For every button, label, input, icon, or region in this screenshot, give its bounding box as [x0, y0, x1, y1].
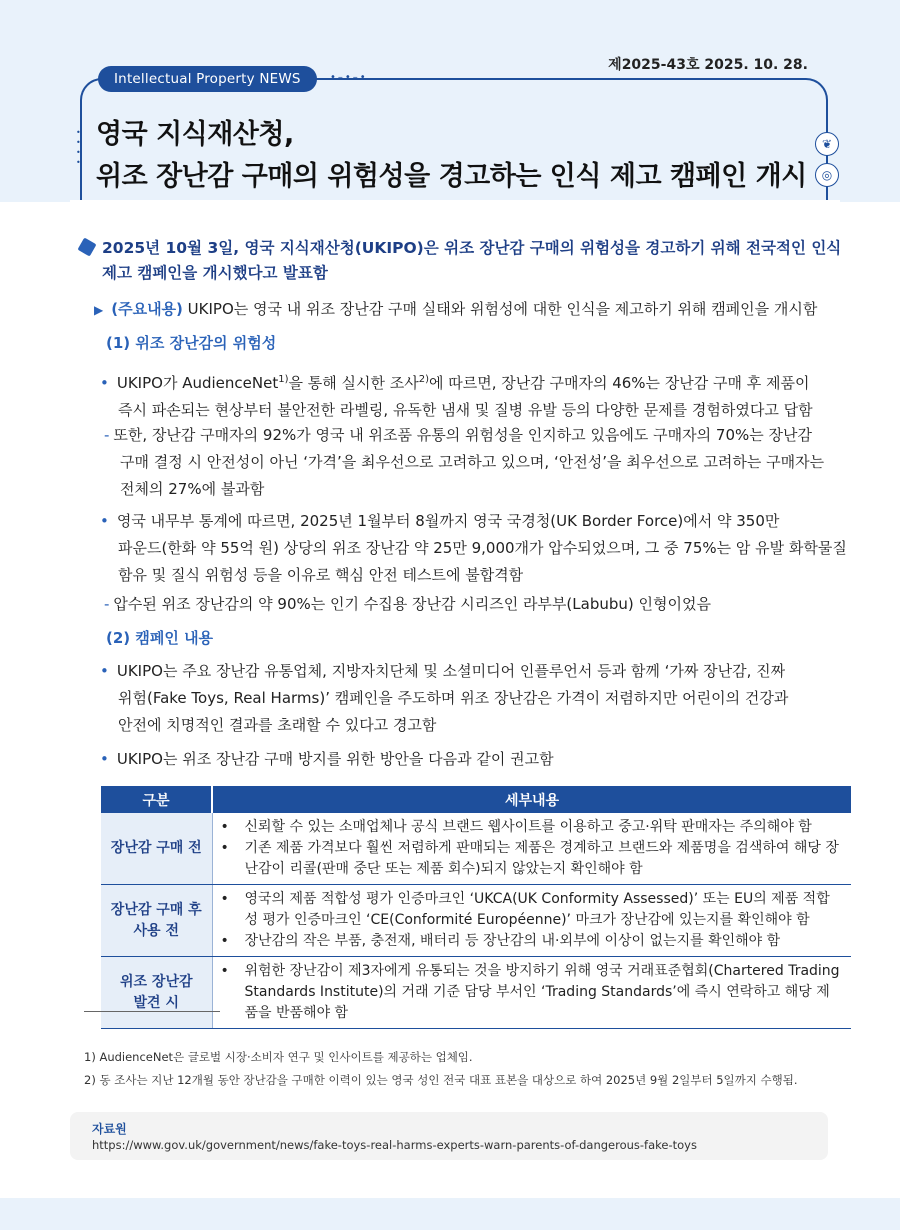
leaf-icon: ❦	[815, 132, 839, 156]
text-span: 안전에 치명적인 결과를 초래할 수 있다고 경고함	[118, 716, 437, 734]
item-text: 장난감의 작은 부품, 충전재, 배터리 등 장난감의 내·외부에 이상이 없는지를 확인해야 함	[244, 933, 781, 949]
footer-band	[0, 1198, 900, 1230]
summary-label: (주요내용)	[111, 300, 183, 318]
lead-text: 2025년 10월 3일, 영국 지식재산청(UKIPO)은 위조 장난감 구매의 위험성을 경고하기 위해 전국적인 인식 제고 캠페인을 개시했다고 발표함	[102, 239, 842, 282]
item-text: 위험한 장난감이 제3자에게 유통되는 것을 방지하기 위해 영국 거래표준협회(Chartered Trading Standards Institute)의 거래 기준 담당 부서인 ‘Trading Standards’에 즉시 연락하고 해당 제품을 반품해야 함	[244, 963, 840, 1021]
list-item	[221, 931, 844, 952]
list-item	[221, 961, 844, 1024]
page-title	[96, 114, 807, 198]
text-span: 전체의 27%에 불과함	[120, 480, 265, 498]
text-span: 구매 결정 시 안전성이 아닌 ‘가격’을 최우선으로 고려하고 있으며, ‘안전성’을 최우선으로 고려하는 구매자는	[120, 453, 825, 471]
source-label: 자료원	[92, 1122, 127, 1136]
footnote-1: 1) AudienceNet은 글로벌 시장·소비자 연구 및 인사이트를 제공하는 업체임.	[84, 1050, 473, 1064]
footnote-ref-2: 2)	[418, 374, 429, 385]
text-span: 함유 및 질식 위험성 등을 이유로 핵심 안전 테스트에 불합격함	[118, 566, 524, 584]
dot-bullet-icon: •	[220, 891, 229, 907]
item-text: 신뢰할 수 있는 소매업체나 공식 브랜드 웹사이트를 이용하고 중고·위탁 판매자는 주의해야 함	[244, 819, 812, 835]
text-span: 영국 내무부 통계에 따르면, 2025년 1월부터 8월까지 영국 국경청(UK Border Force)에서 약 350만	[116, 512, 780, 530]
text-span: 에 따르면, 장난감 구매자의 46%는 장난감 구매 후 제품이	[428, 374, 810, 392]
text-span: 즉시 파손되는 현상부터 불안전한 라벨링, 유독한 냄새 및 질병 유발 등의 다양한 문제를 경험하였다고 답함	[118, 401, 813, 419]
dot-bullet-icon: •	[100, 662, 109, 680]
section2-bullet-2	[100, 746, 850, 773]
section2-bullet-1	[100, 658, 850, 739]
dot-bullet-icon: •	[100, 374, 109, 392]
summary-line	[94, 296, 817, 324]
decorative-dots: •–•–•	[330, 72, 368, 83]
issue-number: 제2025-43호 2025. 10. 28.	[608, 57, 808, 73]
row-detail	[212, 813, 851, 885]
dot-bullet-icon: •	[100, 512, 109, 530]
section2-heading: (2) 캠페인 내용	[106, 629, 214, 647]
footnote-divider	[84, 1011, 220, 1012]
label-line: 사용 전	[133, 922, 179, 939]
dot-bullet-icon: •	[220, 840, 229, 856]
table-header-row	[101, 786, 851, 813]
row-label	[101, 885, 212, 957]
text-span: UKIPO는 위조 장난감 구매 방지를 위한 방안을 다음과 같이 권고함	[116, 750, 554, 768]
table-row	[101, 957, 851, 1029]
lead-paragraph	[84, 236, 844, 286]
source-link[interactable]: https://www.gov.uk/government/news/fake-toys-real-harms-experts-warn-parents-of-dangerous-fake-toys	[92, 1138, 697, 1152]
item-text: 기존 제품 가격보다 훨씬 저렴하게 판매되는 제품은 경계하고 브랜드와 제품명을 검색하여 해당 장난감이 리콜(판매 중단 또는 제품 회수)되지 않았는지 확인해야 함	[244, 840, 839, 877]
globe-icon: ◎	[815, 163, 839, 187]
footnote-ref-1: 1)	[278, 374, 289, 385]
table-row	[101, 813, 851, 885]
side-dots: • • • •	[76, 128, 81, 167]
label-line: 장난감 구매 후	[110, 901, 202, 918]
dot-bullet-icon: •	[220, 963, 229, 979]
table-header-category: 구분	[101, 786, 212, 813]
title-line-1: 영국 지식재산청,	[96, 119, 294, 150]
dot-bullet-icon: •	[220, 819, 229, 835]
label-line: 위조 장난감	[120, 973, 193, 990]
item-text: 영국의 제품 적합성 평가 인증마크인 ‘UKCA(UK Conformity Assessed)’ 또는 EU의 제품 적합성 평가 인증마크인 ‘CE(Conformité Européenne)’ 마크가 장난감에 있는지를 확인해야 함	[244, 891, 830, 928]
row-detail	[212, 957, 851, 1029]
title-line-2: 위조 장난감 구매의 위험성을 경고하는 인식 제고 캠페인 개시	[96, 161, 807, 192]
row-label: 장난감 구매 전	[101, 813, 212, 885]
section1-heading: (1) 위조 장난감의 위험성	[106, 334, 277, 352]
row-label	[101, 957, 212, 1029]
text-span: UKIPO가 AudienceNet	[116, 374, 279, 392]
section1-dash-2	[104, 591, 854, 618]
list-item	[221, 889, 844, 931]
text-span: 또한, 장난감 구매자의 92%가 영국 내 위조품 유통의 위험성을 인지하고 있음에도 구매자의 70%는 장난감	[113, 426, 812, 444]
dot-bullet-icon: •	[100, 750, 109, 768]
recommendation-table	[101, 786, 851, 1029]
section1-bullet-1	[100, 366, 850, 424]
table-row	[101, 885, 851, 957]
list-item	[221, 838, 844, 880]
dot-bullet-icon: •	[220, 933, 229, 949]
text-span: UKIPO는 주요 장난감 유통업체, 지방자치단체 및 소셜미디어 인플루언서 등과 함께 ‘가짜 장난감, 진짜	[116, 662, 786, 680]
text-span: 위험(Fake Toys, Real Harms)’ 캠페인을 주도하며 위조 장난감은 가격이 저렴하지만 어린이의 건강과	[118, 689, 789, 707]
text-span: 압수된 위조 장난감의 약 90%는 인기 수집용 장난감 시리즈인 라부부(Labubu) 인형이었음	[113, 595, 711, 613]
text-span: 을 통해 실시한 조사	[288, 374, 419, 392]
table-header-detail: 세부내용	[212, 786, 851, 813]
section1-dash-1	[104, 422, 854, 503]
footnote-2: 2) 동 조사는 지난 12개월 동안 장난감을 구매한 이력이 있는 영국 성인 전국 대표 표본을 대상으로 하여 2025년 9월 2일부터 5일까지 수행됨.	[84, 1073, 798, 1087]
dash-bullet: -	[104, 595, 110, 613]
summary-text: UKIPO는 영국 내 위조 장난감 구매 실태와 위험성에 대한 인식을 제고하기 위해 캠페인을 개시함	[182, 300, 818, 318]
source-box	[70, 1112, 828, 1160]
list-item	[221, 817, 844, 838]
label-line: 발견 시	[133, 994, 179, 1011]
triangle-bullet-icon: ▶	[94, 303, 104, 317]
series-badge: Intellectual Property NEWS	[98, 66, 317, 92]
dash-bullet: -	[104, 426, 110, 444]
row-detail	[212, 885, 851, 957]
section1-bullet-2	[100, 508, 850, 589]
text-span: 파운드(한화 약 55억 원) 상당의 위조 장난감 약 25만 9,000개가 압수되었으며, 그 중 75%는 암 유발 화학물질	[118, 539, 847, 557]
frame-mask	[70, 200, 840, 240]
